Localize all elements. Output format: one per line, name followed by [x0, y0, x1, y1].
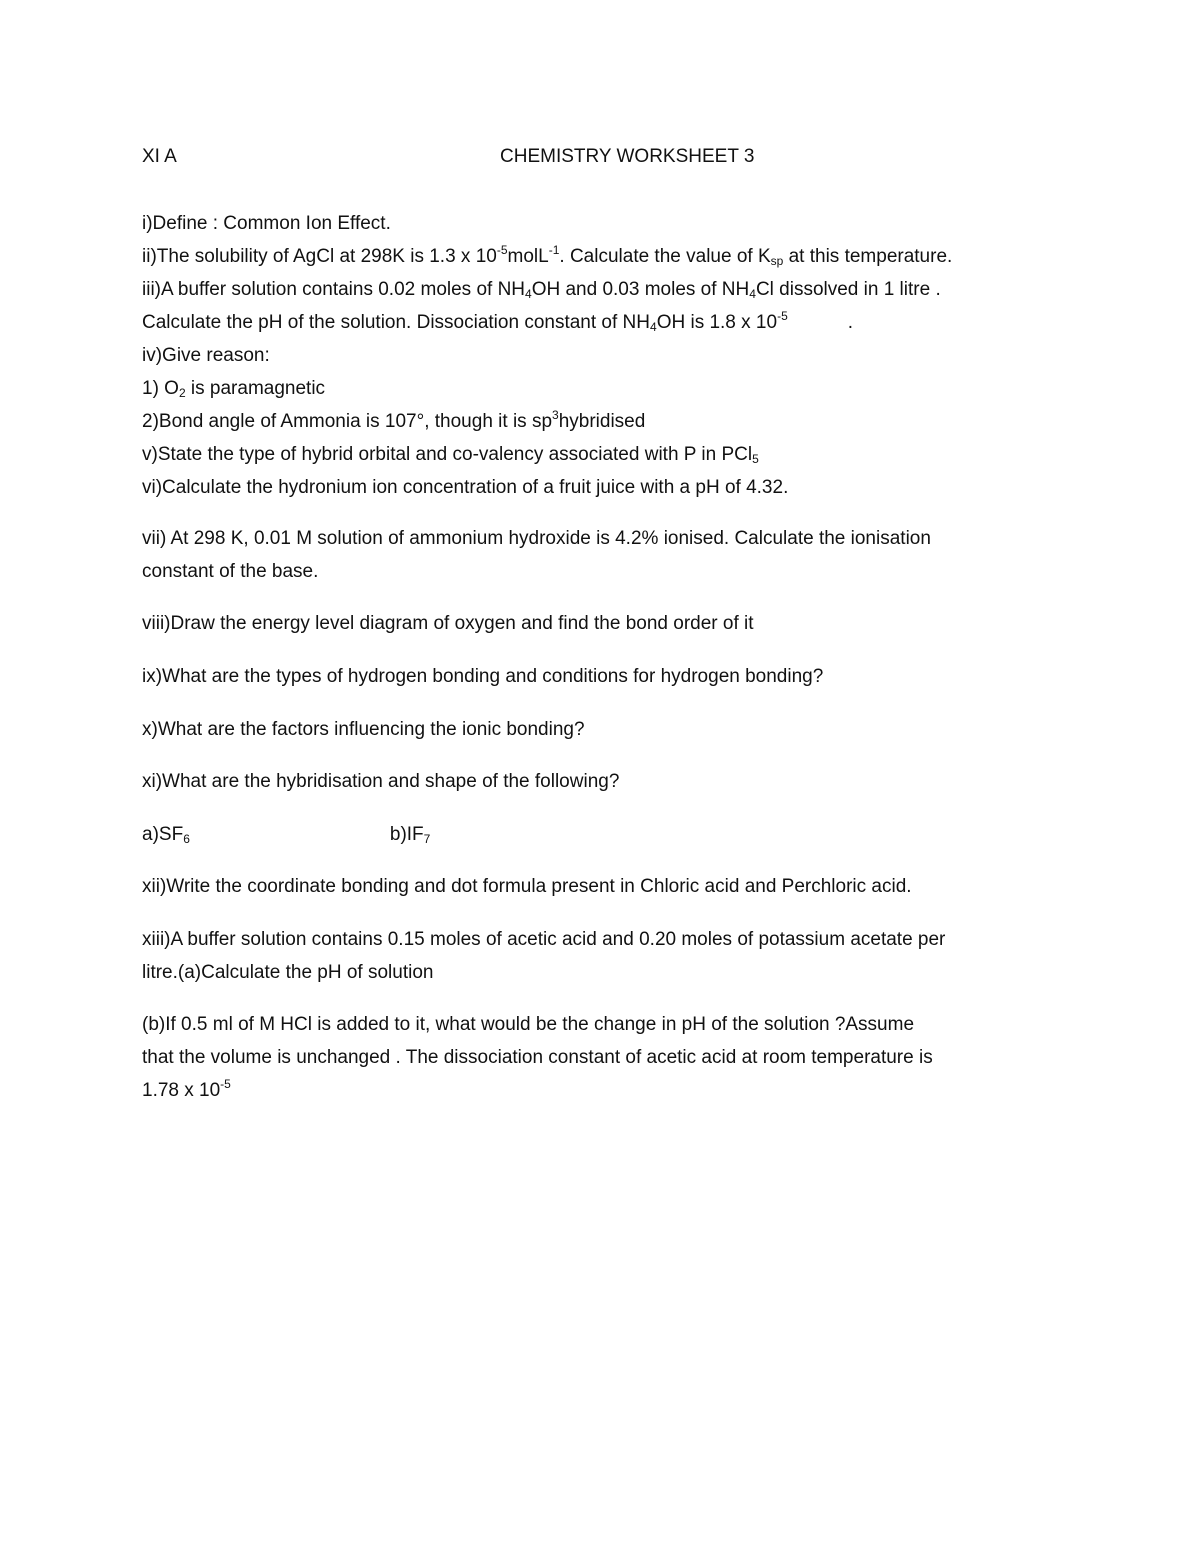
question-8: viii)Draw the energy level diagram of oxygen and find the bond order of it	[142, 613, 754, 634]
question-3-line-1: iii)A buffer solution contains 0.02 moles of $NH_4OH$ and 0.03 moles of $NH_4Cl$ dissolved in 1 litre .	[142, 279, 941, 301]
question-11: xi)What are the hybridisation and shape of the following?	[142, 771, 620, 792]
question-7-line-1: vii) At 298 K, 0.01 M solution of ammonium hydroxide is 4.2% ionised. Calculate the ionisation	[142, 528, 931, 549]
worksheet-title: CHEMISTRY WORKSHEET 3	[500, 146, 755, 167]
class-label: XI A	[142, 146, 177, 167]
question-1: i)Define : Common Ion Effect.	[142, 213, 391, 234]
question-13-line-1: xiii)A buffer solution contains 0.15 moles of acetic acid and 0.20 moles of potassium acetate per	[142, 929, 946, 950]
question-9: ix)What are the types of hydrogen bonding and conditions for hydrogen bonding?	[142, 666, 824, 687]
question-7-line-2: constant of the base.	[142, 561, 319, 582]
question-4-heading: iv)Give reason:	[142, 345, 270, 366]
part-a: $a)SF_6$	[142, 824, 190, 846]
questions-block-1	[142, 207, 1062, 504]
question-6: vi)Calculate the hydronium ion concentration of a fruit juice with a pH of 4.32.	[142, 477, 789, 498]
question-7	[142, 522, 1062, 588]
question-13-line-2: litre.(a)Calculate the pH of solution	[142, 962, 434, 983]
question-2: ii)The solubility of AgCl at 298K is 1.3 x $10^{-5}molL^{-1}$. Calculate the value of $K_{sp}$ at this temperature.	[142, 243, 953, 268]
question-12: xii)Write the coordinate bonding and dot formula present in Chloric acid and Perchloric acid.	[142, 876, 912, 897]
question-13-b	[142, 1008, 1062, 1107]
question-5: v)State the type of hybrid orbital and co-valency associated with P in PCl$_5$	[142, 444, 759, 466]
part-b: $b)IF_7$	[389, 824, 431, 846]
question-13	[142, 923, 1062, 989]
question-4-part-2: 2)Bond angle of Ammonia is 107°, though it is $sp^3hybridised$	[142, 408, 646, 432]
worksheet-header	[142, 146, 1062, 172]
question-13-line-4: that the volume is unchanged . The dissociation constant of acetic acid at room temperature is	[142, 1047, 933, 1068]
question-10: x)What are the factors influencing the ionic bonding?	[142, 719, 585, 740]
question-3-line-2: Calculate the pH of the solution. Dissociation constant of $NH_4OH$ is 1.8 x $10^{-5}$ .	[142, 309, 854, 334]
question-13-line-3: (b)If 0.5 ml of M HCl is added to it, what would be the change in pH of the solution ?Assume	[142, 1014, 915, 1035]
question-4-part-1: 1) $O_2$ is paramagnetic	[142, 378, 326, 400]
question-13-line-5: 1.78 x $10^{-5}$	[142, 1077, 231, 1101]
question-11-parts	[142, 818, 1062, 851]
